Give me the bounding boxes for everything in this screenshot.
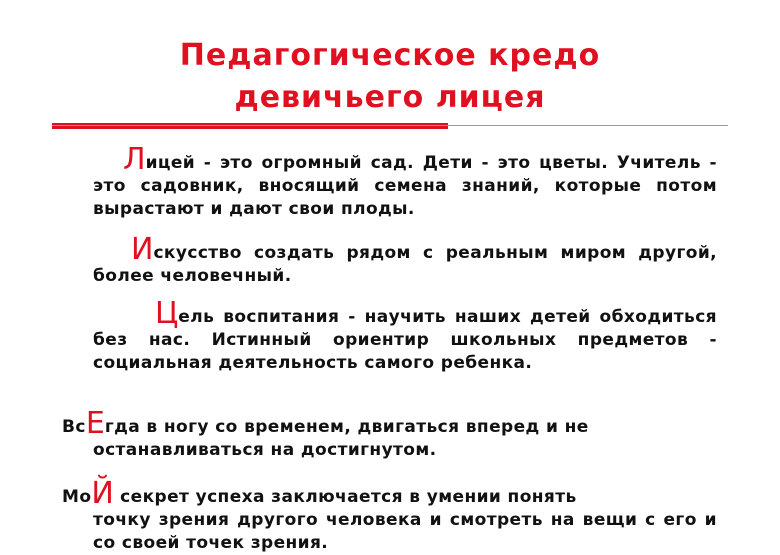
title-line-1: Педагогическое кредо [179, 38, 601, 73]
drop-letter: Л [123, 142, 146, 177]
credo-paragraph-lyceum [93, 142, 717, 221]
paragraph-continuation: точку зрения другого человека и смотреть на вещи с его и со своей точек зрения. [93, 510, 717, 553]
paragraph-text: скусство создать рядом с реальным миром другой, более человечный. [93, 243, 717, 286]
drop-letter: Й [91, 476, 114, 511]
drop-letter: Е [85, 406, 105, 441]
credo-paragraph-goal [93, 296, 717, 375]
drop-letter: И [131, 232, 154, 267]
paragraph-text: ицей - это огромный сад. Дети - это цветы. Учитель - это садовник, вносящий семена знаний, которые потом вырастают и дают свои плоды. [93, 153, 717, 219]
title-line-2: девичьего лицея [234, 80, 546, 115]
paragraph-text: ель воспитания - научить наших детей обходиться без нас. Истинный ориентир школьных предметов - социальная деятельность самого ребенка. [93, 307, 717, 373]
paragraph-continuation: останавливаться на достигнутом. [93, 440, 437, 460]
credo-paragraph-secret [62, 476, 717, 555]
drop-letter: Ц [155, 296, 179, 331]
word-prefix: Вс [62, 417, 86, 437]
title-divider-rule [52, 125, 728, 126]
word-prefix: Мо [62, 487, 92, 507]
paragraph-text: секрет успеха заключается в умении понять [113, 487, 577, 507]
credo-paragraph-always [62, 406, 717, 462]
title-accent-bar [52, 123, 448, 129]
paragraph-text: гда в ногу со временем, двигаться вперед и не [104, 417, 589, 437]
credo-paragraph-art [93, 232, 717, 288]
